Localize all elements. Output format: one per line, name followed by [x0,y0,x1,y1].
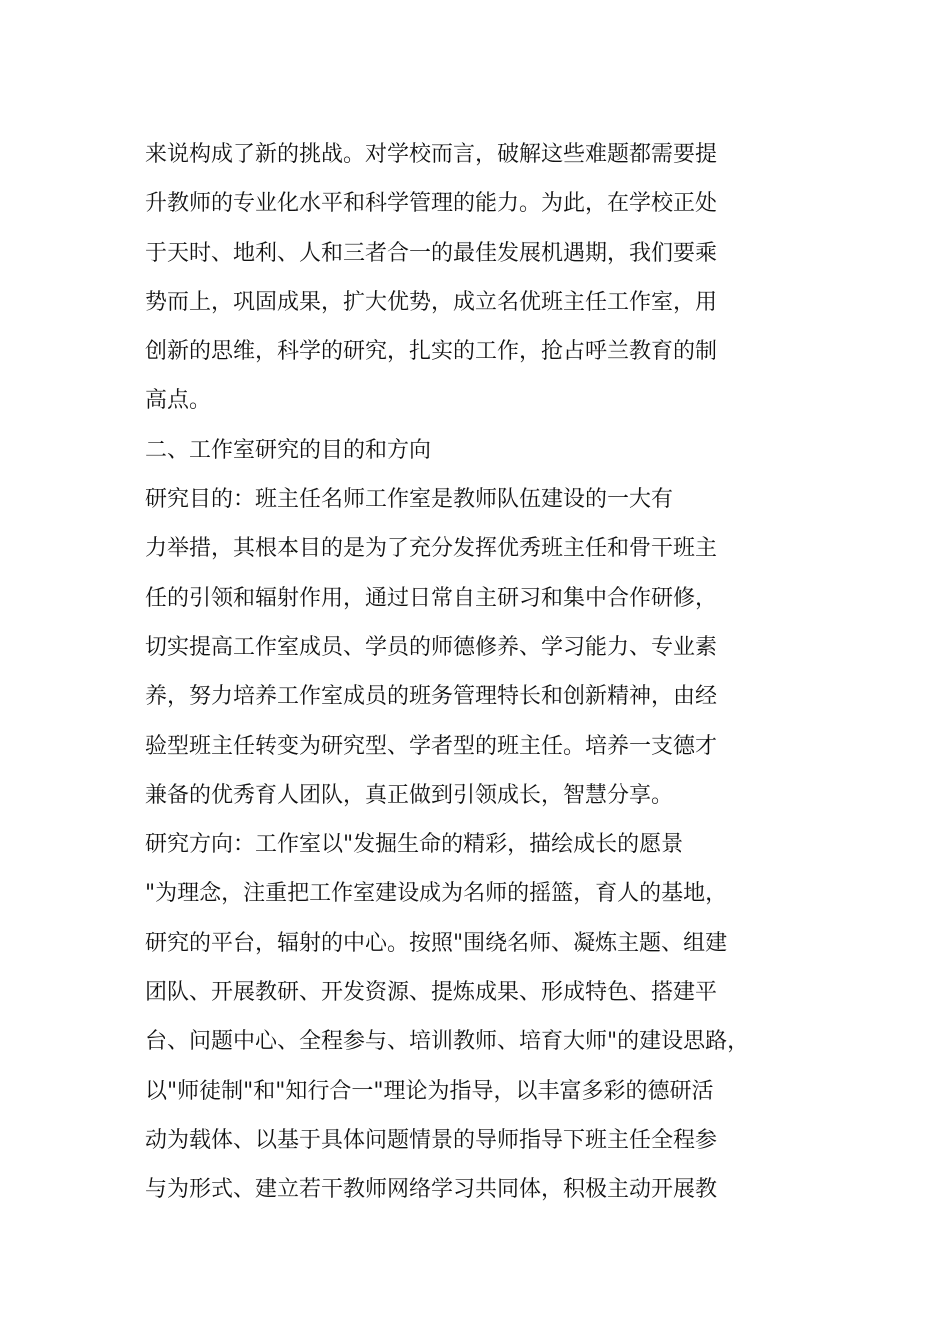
text-line: 养，努力培养工作室成员的班务管理特长和创新精神，由经 [145,684,718,710]
text-line: 以"师徒制"和"知行合一"理论为指导，以丰富多彩的德研活 [145,1078,714,1104]
text-line: 任的引领和辐射作用，通过日常自主研习和集中合作研修， [145,585,718,611]
text-line: 研究的平台，辐射的中心。按照"围绕名师、凝炼主题、组建 [145,930,728,956]
text-line: 势而上，巩固成果，扩大优势，成立名优班主任工作室，用 [145,289,718,315]
text-line: 升教师的专业化水平和科学管理的能力。为此，在学校正处 [145,191,718,217]
text-line: 台、问题中心、全程参与、培训教师、培育大师"的建设思路， [145,1029,750,1055]
text-line: 与为形式、建立若干教师网络学习共同体，积极主动开展教 [145,1177,718,1203]
text-line: 于天时、地利、人和三者合一的最佳发展机遇期，我们要乘 [145,240,718,266]
text-line: 动为载体、以基于具体问题情景的导师指导下班主任全程参 [145,1127,718,1153]
text-line: 切实提高工作室成员、学员的师德修养、学习能力、专业素 [145,634,718,660]
text-line: 力举措，其根本目的是为了充分发挥优秀班主任和骨干班主 [145,536,718,562]
text-line: 高点。 [145,388,212,414]
text-line: 团队、开展教研、开发资源、提炼成果、形成特色、搭建平 [145,980,718,1006]
text-line: 兼备的优秀育人团队，真正做到引领成长，智慧分享。 [145,782,674,808]
text-line: 来说构成了新的挑战。对学校而言，破解这些难题都需要提 [145,142,718,167]
section-heading: 二、工作室研究的目的和方向 [145,437,432,463]
text-line: 创新的思维，科学的研究，扎实的工作，抢占呼兰教育的制 [145,339,718,365]
text-line: 验型班主任转变为研究型、学者型的班主任。培养一支德才 [145,733,718,759]
text-line: 研究方向：工作室以"发掘生命的精彩，描绘成长的愿景 [145,832,684,858]
text-line: "为理念，注重把工作室建设成为名师的摇篮，育人的基地， [145,881,728,907]
text-line: 研究目的：班主任名师工作室是教师队伍建设的一大有 [145,487,674,513]
document-body [145,130,785,1215]
